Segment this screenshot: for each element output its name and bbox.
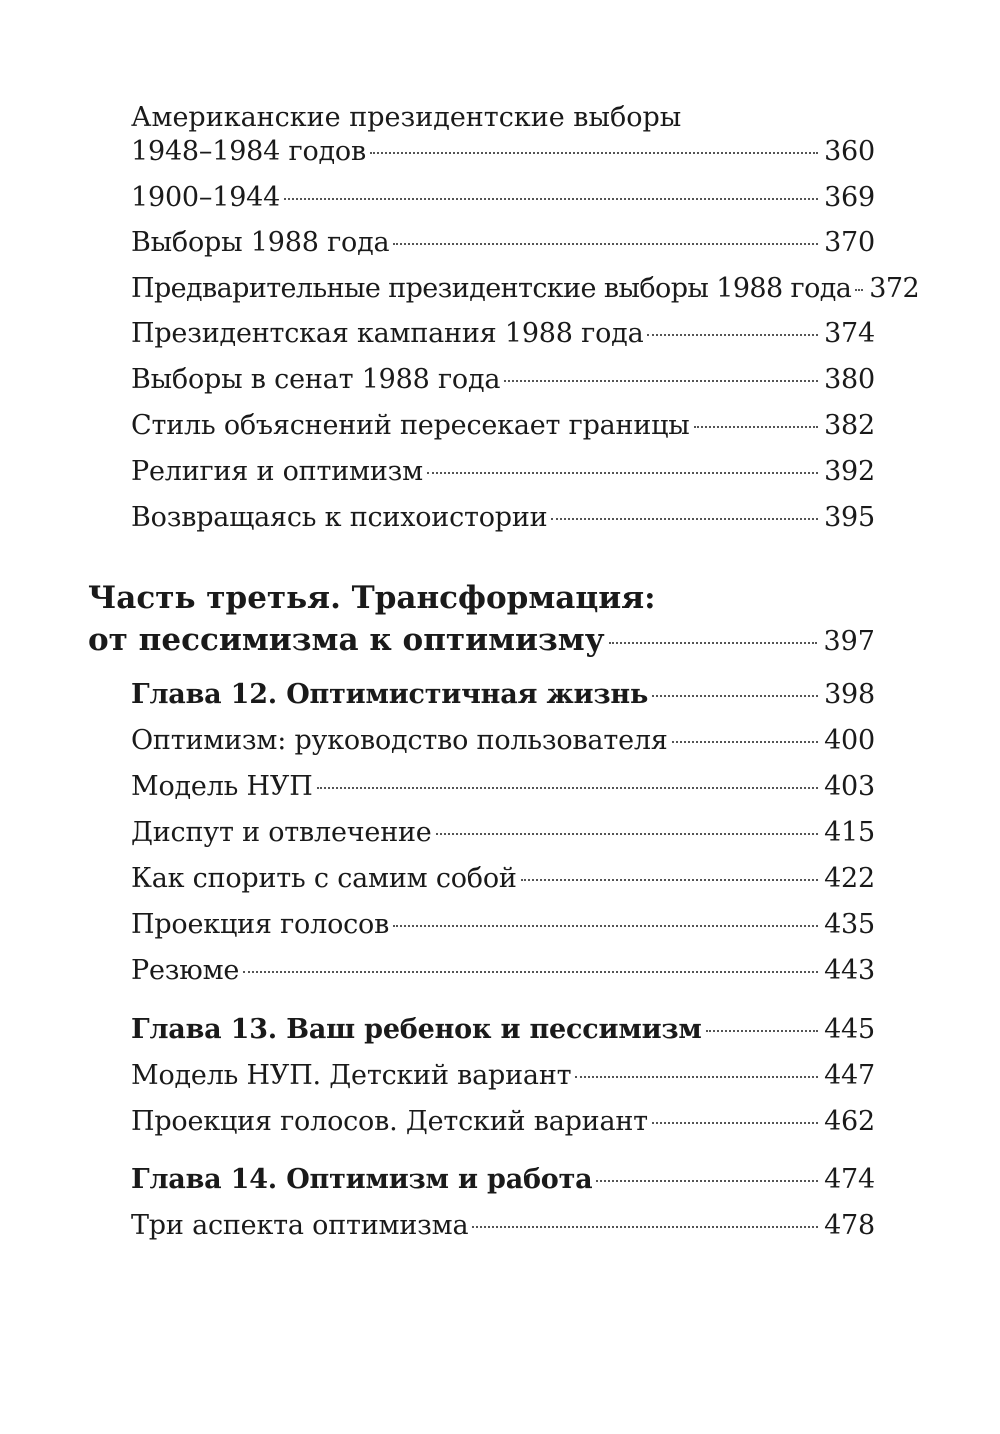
toc-entry xyxy=(131,724,875,758)
dot-leader xyxy=(596,1180,818,1182)
dot-leader xyxy=(317,787,819,789)
dot-leader xyxy=(472,1226,818,1228)
dot-leader xyxy=(647,334,818,336)
part-title: от пессимизма к оптимизму xyxy=(88,622,605,658)
chapter-title: Глава 13. Ваш ребенок и пессимизм xyxy=(131,1014,702,1045)
toc-page-number: 395 xyxy=(824,502,875,533)
part-title-row xyxy=(88,619,875,663)
dot-leader xyxy=(284,198,818,200)
part-title-line1: Часть третья. Трансформация: xyxy=(88,580,656,616)
toc-page-number: 478 xyxy=(824,1210,875,1241)
toc-entry xyxy=(131,954,875,988)
chapter-title: Глава 14. Оптимизм и работа xyxy=(131,1164,593,1195)
toc-entry xyxy=(131,1209,875,1243)
dot-leader xyxy=(393,925,818,927)
dot-leader xyxy=(609,642,818,644)
toc-entry-title: Стиль объяснений пересекает границы xyxy=(131,410,690,441)
dot-leader xyxy=(575,1076,818,1078)
toc-entry xyxy=(131,501,875,535)
toc-chapter-13 xyxy=(131,1013,875,1047)
toc-entry xyxy=(131,908,875,942)
toc-entry-title: Проекция голосов xyxy=(131,909,390,940)
toc-page-number: 415 xyxy=(824,817,875,848)
toc-page-number: 445 xyxy=(824,1014,875,1045)
toc-page-number: 422 xyxy=(824,863,875,894)
toc-chapter-14 xyxy=(131,1163,875,1197)
toc-entry-title: Оптимизм: руководство пользователя xyxy=(131,725,668,756)
toc-entry xyxy=(131,409,875,443)
toc-entry-title: Модель НУП xyxy=(131,771,313,802)
dot-leader xyxy=(706,1030,818,1032)
toc-page-number: 443 xyxy=(824,955,875,986)
dot-leader xyxy=(652,695,818,697)
dot-leader xyxy=(243,971,818,973)
toc-page-number: 435 xyxy=(824,909,875,940)
toc-entry-title-line1: Американские президентские выборы xyxy=(131,102,682,133)
toc-entry xyxy=(131,181,875,215)
toc-entry xyxy=(131,1059,875,1093)
toc-entry-title: 1900–1944 xyxy=(131,182,281,213)
toc-page-number: 462 xyxy=(824,1106,875,1137)
toc-entry-title: Президентская кампания 1988 года xyxy=(131,318,644,349)
toc-entry xyxy=(131,770,875,804)
toc-entry-title: Проекция голосов. Детский вариант xyxy=(131,1106,648,1137)
dot-leader xyxy=(504,380,818,382)
dot-leader xyxy=(436,833,818,835)
dot-leader xyxy=(694,426,818,428)
toc-page-number: 374 xyxy=(824,318,875,349)
toc-page-number: 372 xyxy=(869,273,920,304)
dot-leader xyxy=(393,243,818,245)
toc-entry-title: Религия и оптимизм xyxy=(131,456,423,487)
toc-page-number: 397 xyxy=(823,626,875,657)
toc-page-number: 370 xyxy=(824,227,875,258)
toc-page-number: 380 xyxy=(824,364,875,395)
chapter-title: Глава 12. Оптимистичная жизнь xyxy=(131,679,649,710)
dot-leader xyxy=(672,741,818,743)
dot-leader xyxy=(370,152,818,154)
toc-entry-title: Выборы 1988 года xyxy=(131,227,390,258)
toc-entry-title: Как спорить с самим собой xyxy=(131,863,517,894)
dot-leader xyxy=(551,518,818,520)
toc-page-number: 447 xyxy=(824,1060,875,1091)
toc-page-number: 400 xyxy=(824,725,875,756)
toc-page-number: 474 xyxy=(824,1164,875,1195)
toc-page-number: 403 xyxy=(824,771,875,802)
toc-entry-title: Предварительные президентские выборы 1988 года xyxy=(131,273,852,304)
toc-entry-title: Возвращаясь к психоистории xyxy=(131,502,548,533)
dot-leader xyxy=(427,472,818,474)
toc-entry xyxy=(131,272,920,306)
toc-entry xyxy=(131,226,875,260)
toc-entry-title: Три аспекта оптимизма xyxy=(131,1210,469,1241)
toc-entry-american-elections xyxy=(131,101,875,169)
toc-entry-title: Диспут и отвлечение xyxy=(131,817,432,848)
toc-page-number: 398 xyxy=(824,679,875,710)
toc-entry xyxy=(131,862,875,896)
toc-entry-title: Резюме xyxy=(131,955,240,986)
toc-entry-row xyxy=(131,135,875,169)
toc-page-number: 369 xyxy=(824,182,875,213)
toc-entry-title: 1948–1984 годов xyxy=(131,136,366,167)
toc-entry xyxy=(131,363,875,397)
toc-entry xyxy=(131,816,875,850)
toc-page-number: 360 xyxy=(824,136,875,167)
toc-entry xyxy=(131,317,875,351)
toc-entry xyxy=(131,1105,875,1139)
toc-page-number: 382 xyxy=(824,410,875,441)
dot-leader xyxy=(855,289,863,291)
toc-page-number: 392 xyxy=(824,456,875,487)
toc-entry xyxy=(131,455,875,489)
dot-leader xyxy=(521,879,818,881)
toc-entry-title: Модель НУП. Детский вариант xyxy=(131,1060,572,1091)
toc-entry-title: Выборы в сенат 1988 года xyxy=(131,364,501,395)
toc-chapter-12 xyxy=(131,678,875,712)
dot-leader xyxy=(652,1122,818,1124)
toc-part-three xyxy=(88,577,875,663)
